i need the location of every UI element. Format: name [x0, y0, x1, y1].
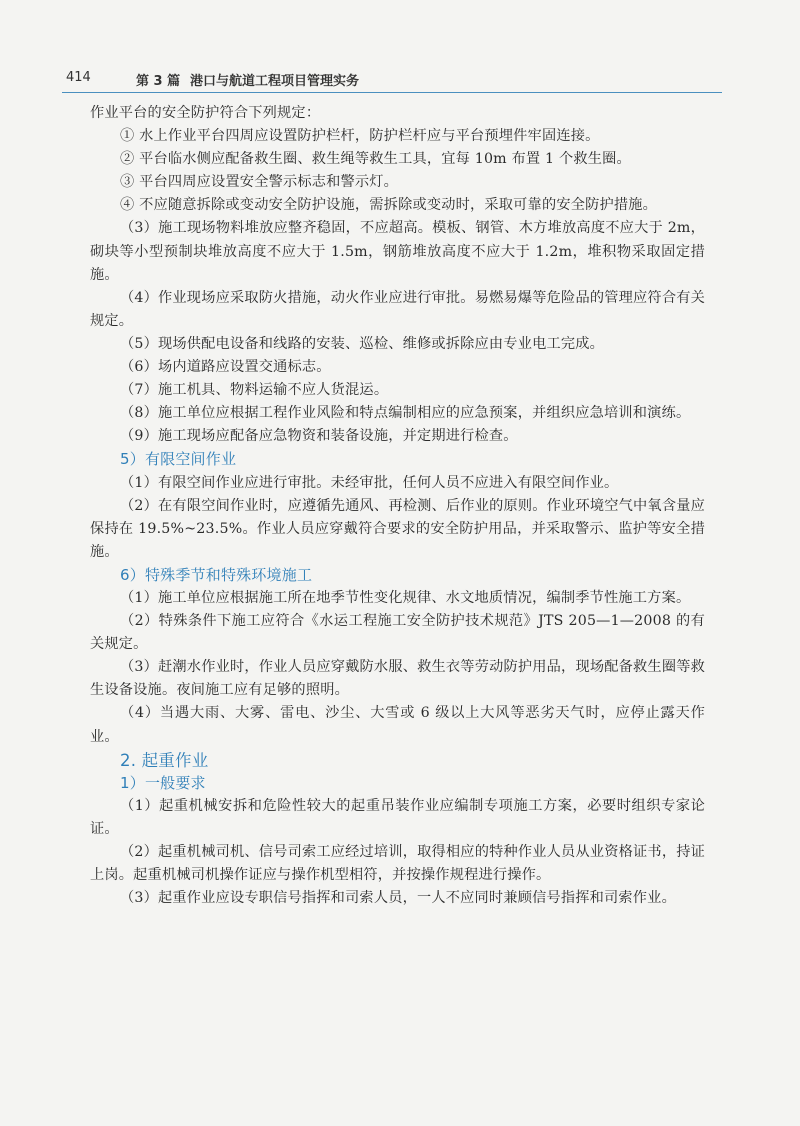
paragraph: （1）起重机械安拆和危险性较大的起重吊装作业应编制专项施工方案，必要时组织专家论证。	[90, 797, 705, 837]
subsection-heading: 6）特殊季节和特殊环境施工	[120, 565, 313, 584]
paragraph: （6）场内道路应设置交通标志。	[120, 359, 331, 376]
page-body	[90, 102, 705, 910]
page-number: 414	[66, 70, 91, 85]
page-header	[62, 66, 722, 93]
paragraph: （9）施工现场应配备应急物资和装备设施，并定期进行检查。	[120, 428, 518, 445]
part-title: 港口与航道工程项目管理实务	[190, 74, 360, 89]
section-heading: 2. 起重作业	[120, 750, 209, 770]
paragraph: （4）当遇大雨、大雾、雷电、沙尘、大雪或 6 级以上大风等恶劣天气时，应停止露天作业。	[90, 705, 705, 745]
paragraph: （7）施工机具、物料运输不应人货混运。	[120, 382, 389, 399]
subsection-heading: 5）有限空间作业	[120, 450, 237, 469]
paragraph: 作业平台的安全防护符合下列规定：	[90, 105, 321, 121]
subsection-heading: 1）一般要求	[120, 773, 206, 792]
paragraph: （1）施工单位应根据施工所在地季节性变化规律、水文地质情况，编制季节性施工方案。	[120, 589, 691, 606]
paragraph: （5）现场供配电设备和线路的安装、巡检、维修或拆除应由专业电工完成。	[120, 335, 605, 352]
paragraph: （3）起重作业应设专职信号指挥和司索人员，一人不应同时兼顾信号指挥和司索作业。	[120, 890, 676, 907]
paragraph: （3）赶潮水作业时，作业人员应穿戴防水服、救生衣等劳动防护用品，现场配备救生圈等救生设备设施。夜间施工应有足够的照明。	[90, 659, 705, 699]
paragraph: （8）施工单位应根据工程作业风险和特点编制相应的应急预案，并组织应急培训和演练。	[120, 405, 691, 422]
paragraph: （2）特殊条件下施工应符合《水运工程施工安全防护技术规范》JTS 205—1—2008 的有关规定。	[90, 613, 705, 653]
paragraph: ① 水上作业平台四周应设置防护栏杆，防护栏杆应与平台预埋件牢固连接。	[120, 128, 600, 145]
part-label: 第 3 篇	[136, 74, 181, 89]
paragraph: （4）作业现场应采取防火措施，动火作业应进行审批。易燃易爆等危险品的管理应符合有关规定。	[90, 289, 705, 329]
paragraph: ④ 不应随意拆除或变动安全防护设施，需拆除或变动时，采取可靠的安全防护措施。	[120, 197, 658, 214]
paragraph: （2）起重机械司机、信号司索工应经过培训，取得相应的特种作业人员从业资格证书，持证上岗。起重机械司机操作证应与操作机型相符，并按操作规程进行操作。	[90, 844, 705, 884]
paragraph: ③ 平台四周应设置安全警示标志和警示灯。	[120, 174, 399, 191]
paragraph: （2）在有限空间作业时，应遵循先通风、再检测、后作业的原则。作业环境空气中氧含量应保持在 19.5%~23.5%。作业人员应穿戴符合要求的安全防护用品，并采取警示、监护等安全措施。	[90, 497, 705, 560]
paragraph: ② 平台临水侧应配备救生圈、救生绳等救生工具，宜每 10m 布置 1 个救生圈。	[120, 151, 631, 168]
paragraph: （1）有限空间作业应进行审批。未经审批，任何人员不应进入有限空间作业。	[120, 474, 619, 491]
paragraph: （3）施工现场物料堆放应整齐稳固，不应超高。模板、钢管、木方堆放高度不应大于 2m，砌块等小型预制块堆放高度不应大于 1.5m，钢筋堆放高度不应大于 1.2m，堆积物采取固定措施。	[90, 220, 705, 283]
